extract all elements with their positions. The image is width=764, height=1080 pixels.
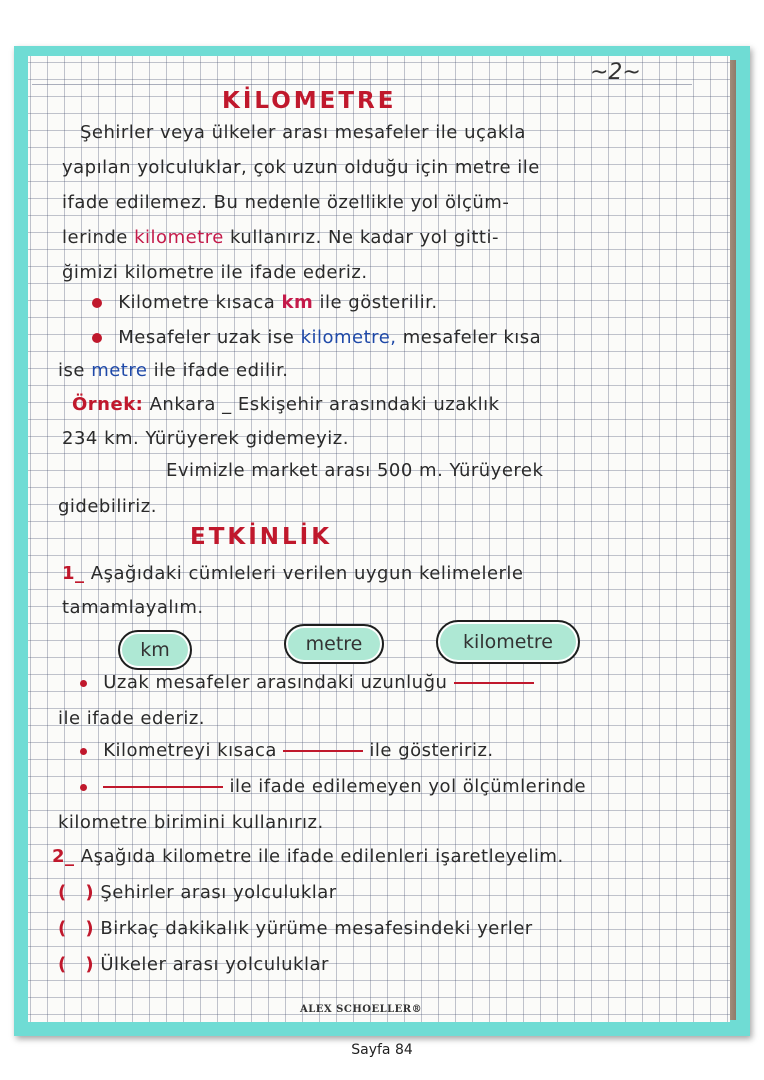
example-line-1 xyxy=(72,394,500,415)
example-label: Örnek: xyxy=(72,394,144,415)
bullet-1 xyxy=(92,292,438,313)
checkbox-paren-open: ( xyxy=(58,882,67,903)
bullet-2-line-2-a: ise xyxy=(58,360,85,381)
checkbox-paren-close: ) xyxy=(85,954,95,975)
bullet-2-metre: metre xyxy=(91,360,148,381)
fill-blank-3[interactable] xyxy=(103,786,223,788)
fill-blank-1[interactable] xyxy=(454,682,534,684)
q1-line-1 xyxy=(62,563,524,584)
q2-number: 2_ xyxy=(52,846,75,867)
q1-sentence-2-b: ile gösteririz. xyxy=(369,740,494,761)
example-line-1-text: Ankara _ Eskişehir arasındaki uzaklık xyxy=(149,394,500,415)
bullet-1-km: km xyxy=(281,292,314,313)
checkbox-paren-open: ( xyxy=(58,918,67,939)
bullet-dot-icon xyxy=(80,784,87,791)
word-cloud-km: km xyxy=(118,630,192,670)
bullet-dot-icon xyxy=(80,680,87,687)
word-cloud-metre: metre xyxy=(284,624,384,664)
bullet-2-kilometre: kilometre, xyxy=(300,327,397,348)
q1-line-2: tamamlayalım. xyxy=(62,597,204,618)
intro-line-5: ğimizi kilometre ile ifade ederiz. xyxy=(62,262,368,283)
intro-line-4-c: kullanırız. Ne kadar yol gitti- xyxy=(230,227,499,248)
q1-sentence-1-end: ile ifade ederiz. xyxy=(58,708,206,729)
q2-line-1-text: Aşağıda kilometre ile ifade edilenleri işaretleyelim. xyxy=(80,846,564,867)
bullet-1-a: Kilometre kısaca xyxy=(118,292,276,313)
checkbox-paren-close: ) xyxy=(85,882,95,903)
q2-line-1 xyxy=(52,846,564,867)
q2-option-3[interactable] xyxy=(58,954,329,975)
q2-option-1-text: Şehirler arası yolculuklar xyxy=(100,882,337,903)
bullet-2 xyxy=(92,327,541,348)
page-title: KİLOMETRE xyxy=(222,88,397,114)
intro-line-4-a: lerinde xyxy=(62,227,128,248)
example-line-2: 234 km. Yürüyerek gidemeyiz. xyxy=(62,428,349,449)
checkbox-paren-close: ) xyxy=(85,918,95,939)
bullet-2-line-2 xyxy=(58,360,289,381)
bullet-2-c: mesafeler kısa xyxy=(402,327,542,348)
intro-line-2: yapılan yolculuklar, çok uzun olduğu için metre ile xyxy=(62,157,540,178)
q1-sentence-3-a: ile ifade edilemeyen yol ölçümlerinde xyxy=(229,776,587,797)
page-footer: Sayfa 84 xyxy=(351,1042,413,1058)
bullet-1-c: ile gösterilir. xyxy=(319,292,438,313)
q2-option-1[interactable] xyxy=(58,882,337,903)
checkbox-paren-open: ( xyxy=(58,954,67,975)
q1-sentence-2 xyxy=(80,740,494,761)
example-line-4: gidebiliriz. xyxy=(58,496,157,517)
q1-line-1-text: Aşağıdaki cümleleri verilen uygun kelimelerle xyxy=(90,563,524,584)
intro-line-1: Şehirler veya ülkeler arası mesafeler ile uçakla xyxy=(80,122,526,143)
notebook-brand: ALEX SCHOELLER® xyxy=(300,1004,423,1015)
activity-title: ETKİNLİK xyxy=(190,524,333,550)
q1-sentence-1 xyxy=(80,672,534,693)
bullet-2-a: Mesafeler uzak ise xyxy=(118,327,295,348)
example-line-3: Evimizle market arası 500 m. Yürüyerek xyxy=(166,460,544,481)
bullet-dot-icon xyxy=(92,298,102,308)
intro-line-4 xyxy=(62,227,499,248)
bullet-2-line-2-c: ile ifade edilir. xyxy=(153,360,289,381)
bullet-dot-icon xyxy=(92,333,102,343)
bullet-dot-icon xyxy=(80,748,87,755)
q1-sentence-3-end: kilometre birimini kullanırız. xyxy=(58,812,324,833)
q2-option-2[interactable] xyxy=(58,918,533,939)
q2-option-3-text: Ülkeler arası yolculuklar xyxy=(100,954,329,975)
q1-number: 1_ xyxy=(62,563,85,584)
fill-blank-2[interactable] xyxy=(283,750,363,752)
word-cloud-kilometre: kilometre xyxy=(436,620,580,664)
intro-keyword-kilometre: kilometre xyxy=(134,227,224,248)
q1-sentence-1-a: Uzak mesafeler arasındaki uzunluğu xyxy=(103,672,448,693)
q2-option-2-text: Birkaç dakikalık yürüme mesafesindeki yerler xyxy=(100,918,533,939)
q1-sentence-2-a: Kilometreyi kısaca xyxy=(103,740,277,761)
page-number: ~2~ xyxy=(590,60,641,85)
q1-sentence-3 xyxy=(80,776,586,797)
intro-line-3: ifade edilemez. Bu nedenle özellikle yol ölçüm- xyxy=(62,192,510,213)
